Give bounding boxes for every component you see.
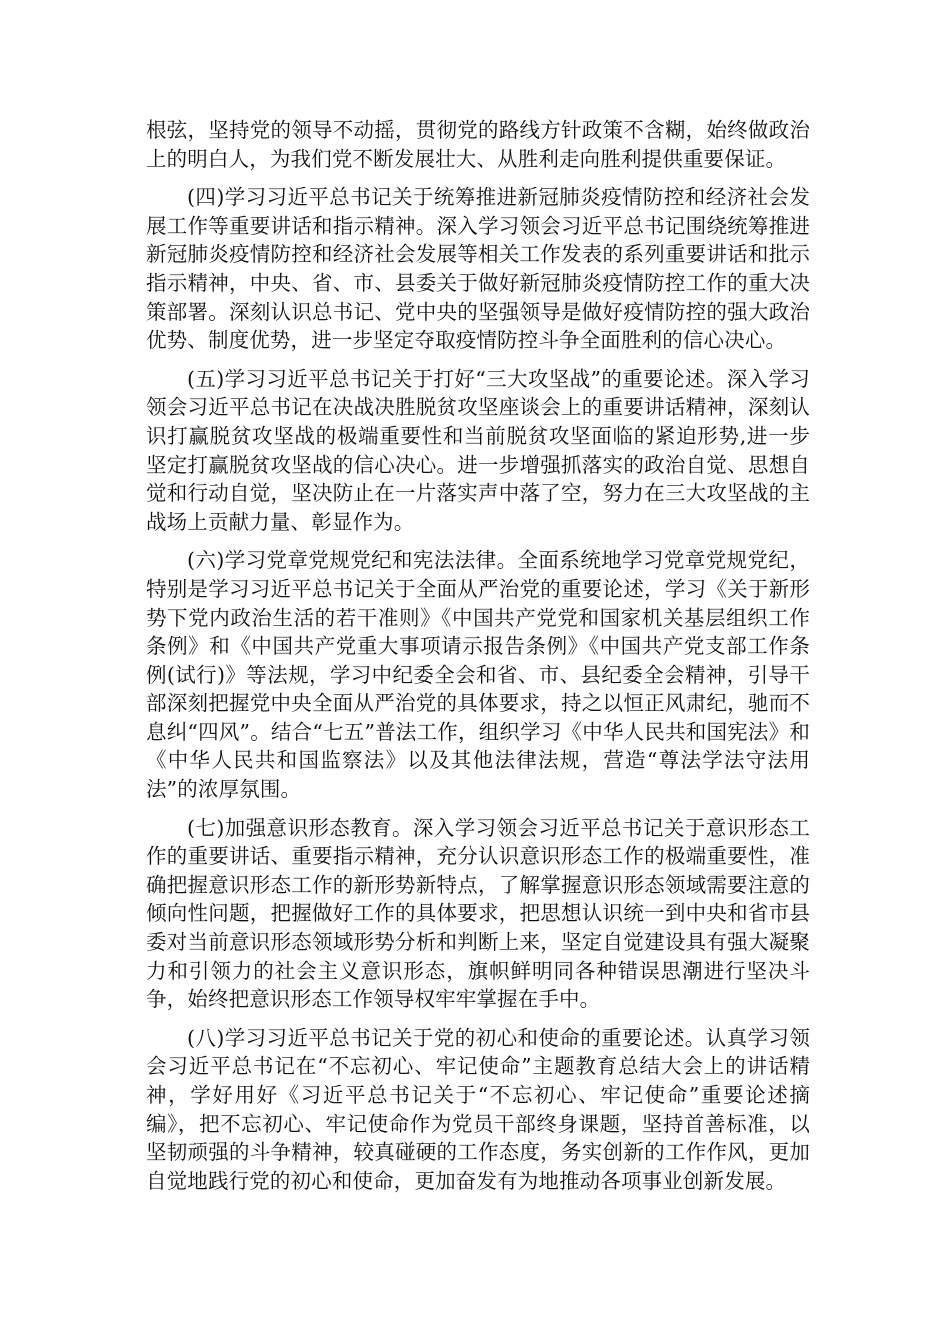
document-body bbox=[146, 116, 810, 1205]
paragraph-section-7: (七)加强意识形态教育。深入学习领会习近平总书记关于意识形态工作的重要讲话、重要指示精神，充分认识意识形态工作的极端重要性，准确把握意识形态工作的新形势新特点，了解掌握意识形态领域需要注意的倾向性问题，把握做好工作的具体要求，把思想认识统一到中央和省市县委对当前意识形态领域形势分析和判断上来，坚定自觉建设具有强大凝聚力和引领力的社会主义意识形态，旗帜鲜明同各种错误思潮进行坚决斗争，始终把意识形态工作领导权牢牢掌握在手中。 bbox=[146, 815, 810, 1012]
paragraph-section-5: (五)学习习近平总书记关于打好“三大攻坚战”的重要论述。深入学习领会习近平总书记在决战决胜脱贫攻坚座谈会上的重要讲话精神，深刻认识打赢脱贫攻坚战的极端重要性和当前脱贫攻坚面临的紧迫形势,进一步坚定打赢脱贫攻坚战的信心决心。进一步增强抓落实的政治自觉、思想自觉和行动自觉，坚决防止在一片落实声中落了空，努力在三大攻坚战的主战场上贡献力量、彰显作为。 bbox=[146, 366, 810, 534]
paragraph-section-8: (八)学习习近平总书记关于党的初心和使命的重要论述。认真学习领会习近平总书记在“不忘初心、牢记使命”主题教育总结大会上的讲话精神，学好用好《习近平总书记关于“不忘初心、牢记使命”重要论述摘编》，把不忘初心、牢记使命作为党员干部终身课题，坚持首善标准，以坚韧顽强的斗争精神，较真碰硬的工作态度，务实创新的工作作风，更加自觉地践行党的初心和使命，更加奋发有为地推动各项事业创新发展。 bbox=[146, 1025, 810, 1193]
paragraph-section-6: (六)学习党章党规党纪和宪法法律。全面系统地学习党章党规党纪，特别是学习习近平总书记关于全面从严治党的重要论述，学习《关于新形势下党内政治生活的若干准则》《中国共产党党和国家机关基层组织工作条例》和《中国共产党重大事项请示报告条例》《中国共产党支部工作条例(试行)》等法规，学习中纪委全会和省、市、县纪委全会精神，引导干部深刻把握党中央全面从严治党的具体要求，持之以恒正风肃纪，驰而不息纠“四风”。结合“七五”普法工作，组织学习《中华人民共和国宪法》和《中华人民共和国监察法》以及其他法律法规，营造“尊法学法守法用法”的浓厚氛围。 bbox=[146, 548, 810, 802]
paragraph-continuation: 根弦，坚持党的领导不动摇，贯彻党的路线方针政策不含糊，始终做政治上的明白人，为我们党不断发展壮大、从胜利走向胜利提供重要保证。 bbox=[146, 118, 810, 171]
paragraph-section-4: (四)学习习近平总书记关于统筹推进新冠肺炎疫情防控和经济社会发展工作等重要讲话和指示精神。深入学习领会习近平总书记围绕统筹推进新冠肺炎疫情防控和经济社会发展等相关工作发表的系列重要讲话和批示指示精神，中央、省、市、县委关于做好新冠肺炎疫情防控工作的重大决策部署。深刻认识总书记、党中央的坚强领导是做好疫情防控的强大政治优势、制度优势，进一步坚定夺取疫情防控斗争全面胜利的信心决心。 bbox=[146, 185, 810, 353]
